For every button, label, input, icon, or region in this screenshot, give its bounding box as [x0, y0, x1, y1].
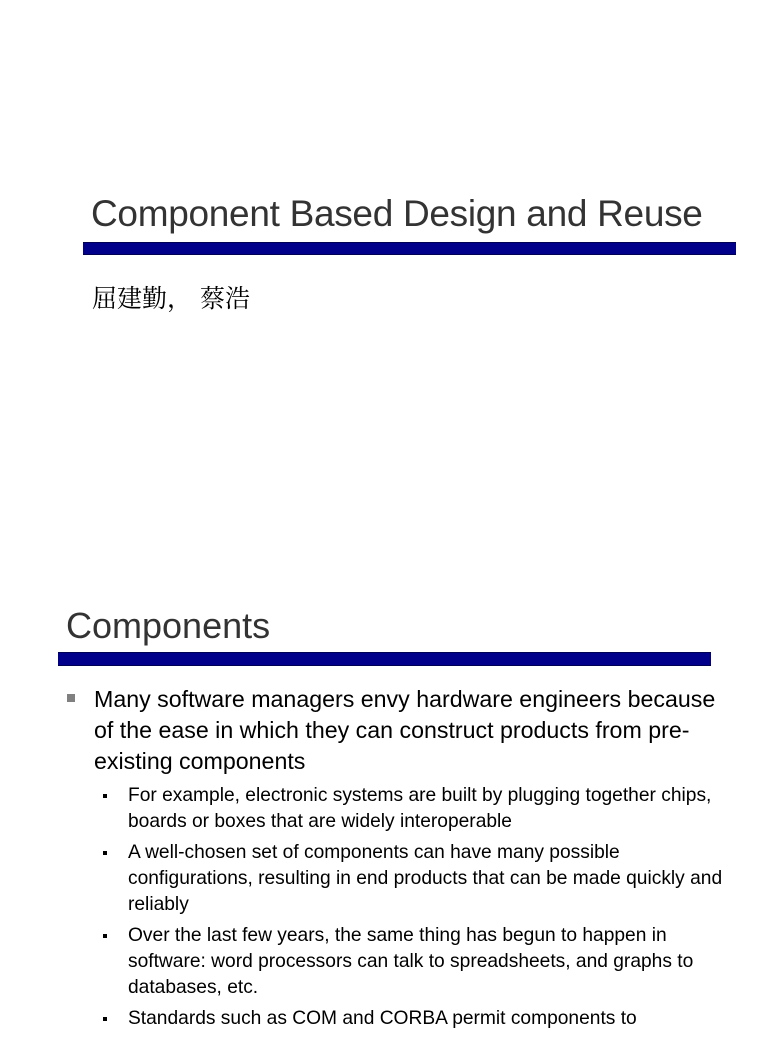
- slide-authors: 屈建勤， 蔡浩: [92, 284, 250, 313]
- section-divider-bar: [58, 652, 711, 666]
- sub-bullet-list: [66, 783, 726, 1032]
- slide-title: Component Based Design and Reuse: [91, 193, 703, 234]
- bullet-list: [66, 684, 726, 1037]
- title-divider-bar: [83, 242, 736, 255]
- dot-bullet-icon: [103, 851, 107, 855]
- dot-bullet-icon: [103, 1017, 107, 1021]
- sub-bullet-item: [102, 923, 728, 1001]
- dot-bullet-icon: [103, 934, 107, 938]
- sub-bullet-text: For example, electronic systems are built by plugging together chips, boards or boxes that are widely interoperable: [128, 785, 712, 832]
- sub-bullet-text: Over the last few years, the same thing has begun to happen in software: word processors can talk to spreadsheets, and graphs to databases, etc.: [128, 925, 694, 998]
- bullet-item: [66, 684, 726, 777]
- sub-bullet-item: [102, 1006, 728, 1032]
- sub-bullet-text: A well-chosen set of components can have many possible configurations, resulting in end products that can be made quickly and reliably: [128, 842, 723, 915]
- sub-bullet-item: [102, 783, 728, 835]
- section-title: Components: [66, 605, 271, 646]
- square-bullet-icon: [67, 694, 75, 702]
- sub-bullet-text: Standards such as COM and CORBA permit components to: [128, 1008, 637, 1029]
- dot-bullet-icon: [103, 794, 107, 798]
- bullet-text: Many software managers envy hardware engineers because of the ease in which they can construct products from pre-existing components: [94, 686, 716, 774]
- sub-bullet-item: [102, 840, 728, 918]
